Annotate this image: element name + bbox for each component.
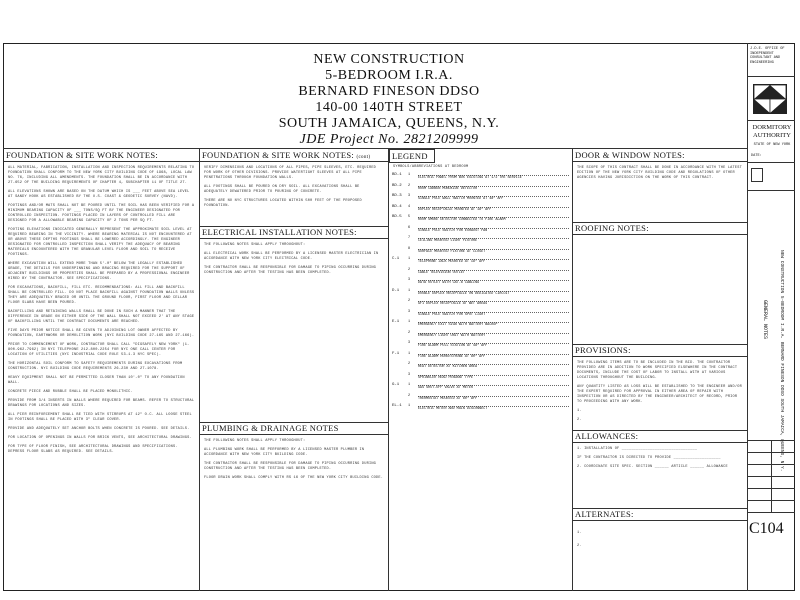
legend-number: 6 <box>408 225 411 230</box>
legend-number: 2 <box>408 362 411 366</box>
tb-rule-1 <box>747 76 795 77</box>
note: ALL MATERIAL, FABRICATION, INSTALLATION AND INSPECTION REQUIREMENTS RELATING TO FOUNDATION SHALL CONFORM TO THE NEW YORK CITY BUILDING CODE OF 1968, LOCAL LAW NO. 76, INCLUDING ALL AMENDMENTS. THE FOUNDATION SHALL BE IN ACCORDANCE WITH 27-652 OF THE BUILDING REQUIREMENTS OF CHAPTER 4, SUBCHAPTER 11 OF TITLE 27. <box>8 166 195 185</box>
legend-number: 3 <box>408 341 411 345</box>
title-line-5: SOUTH JAMAICA, QUEENS, N.Y. <box>278 116 500 131</box>
note: PROVIDE AND ADEQUATELY SET ANCHOR BOLTS WHEN CONCRETE IS POURED. SEE DETAILS. <box>8 427 190 431</box>
legend-number: 1 <box>408 404 411 408</box>
legend-symbol: E-1 <box>392 320 400 324</box>
list-item: 1. <box>577 409 582 413</box>
legend-row <box>392 289 569 297</box>
title-line-4: 140-00 140TH STREET <box>315 100 463 115</box>
legend-number: 1 <box>408 288 411 293</box>
legend-number: 1 <box>408 173 411 177</box>
roofing-section <box>573 222 747 342</box>
note: HEAVY EQUIPMENT SHALL NOT BE PERMITTED CLOSER THAN 10'-0" TO ANY FOUNDATION WALL. <box>8 376 185 385</box>
note: FOR EXCAVATIONS, BACKFILL, FILL ETC. RECOMMENDATIONS: ALL FILL AND BACKFILL SHALL BE CONTROLLED FILL. DO NOT PLACE BACKFILL AGAINST FOUNDATION WALLS UNLESS THEY ARE ADEQUATELY BRACED OR UNTIL THE GROUND FLOOR, FIRST FLOOR AND CELLAR FLOOR SLABS HAVE BEEN POURED. <box>8 286 195 305</box>
plumbing-heading: PLUMBING & DRAINAGE NOTES <box>200 422 388 435</box>
title-line-3: BERNARD FINESON DDSO <box>298 84 480 99</box>
legend-row <box>392 310 569 318</box>
legend-row <box>392 373 569 381</box>
note: FOOTINGS AND/OR MATS SHALL NOT BE POURED UNTIL THE SOIL HAS BEEN VERIFIED FOR A MINIMUM BEARING CAPACITY OF ___ TONS/SQ FT BY THE ENGINEER DESIGNATED FOR CONTROLLED INSPECTION. FOOTINGS PLACED IN LAYERS OF CONTROLLED FILL ARE DESIGNED FOR A ALLOWABLE BEARING CAPACITY OF 2 TONS PER SQ FT. <box>8 204 195 223</box>
tb-rule-11 <box>747 512 795 513</box>
note: ALL PIER REINFORCEMENT SHALL BE TIED WITH STIRRUPS AT 12" O.C. ALL LOOSE STEEL IN FOOTINGS SHALL BE PLACED WITH 3" CLEAR COVER. <box>8 413 192 422</box>
legend-row <box>392 184 569 192</box>
note: THE SCOPE OF THIS CONTRACT SHALL BE DONE IN ACCORDANCE WITH THE LATEST EDITION OF THE NEW YORK CITY BUILDING CODE AND REGULATIONS OF OTHER AGENCIES HAVING JURISDICTION ON THE WORK OF THIS CONTRACT. <box>577 166 742 180</box>
note: IF THE CONTRACTOR IS DIRECTED TO PROVIDE ____________________ <box>577 456 721 460</box>
firm-logo-icon <box>753 84 787 114</box>
legend-symbol: BD-1 <box>392 173 402 177</box>
note: 1. INSTALLATION OF ________________________________ <box>577 447 698 451</box>
legend-text: ROOM SMOKE DETECTOR CONNECTED TO FIRE ALARM <box>418 217 569 223</box>
note: THE HORIZONTAL SOIL CONFORM TO SAFETY REQUIREMENTS DURING EXCAVATIONS FROM CONSTRUCTION. NYC BUILDING CODE REQUIREMENTS 26-230 AND 27-1078. <box>8 362 183 371</box>
legend-row <box>392 404 569 412</box>
legend-number: 2 <box>408 299 411 303</box>
legend-text: TELEPHONE JACK MOUNTED AT 18" AFF <box>418 259 569 265</box>
legend-number: 7 <box>408 236 411 240</box>
note: ANY QUANTITY LISTED AS LOSS WILL BE ESTABLISHED TO THE ENGINEER AND/OR THE EXPERT REQUIRED FOR APPROVAL IN EITHER AREA OF REPAIR WITH INSPECTION OR AS DIRECTED BY THE ENGINEER/ARCHITECT OF RECORD, PRIOR TO PROCEEDING WITH ANY WORK. <box>577 385 742 404</box>
note: THERE ARE NO NYC STRUCTURES LOCATED WITHIN 500 FEET OF THE PROPOSED FOUNDATION. <box>204 199 362 208</box>
legend-symbol: BD-5 <box>392 215 402 219</box>
legend-text: DATA OUTLET WITH CAT-6 CABLING <box>418 280 569 286</box>
note: PROVIDE FROM 3/4 INSERTS IN WALLS WHERE REQUIRED FOR BEAMS. REFER TO STRUCTURAL DRAWINGS FOR LOCATIONS AND SIZES. <box>8 399 195 408</box>
legend-number: 3 <box>408 278 411 282</box>
project-title-block <box>255 52 523 148</box>
plumbing-notes-section <box>200 422 388 590</box>
drawing-list: NEW CONSTRUCTION 5-BEDROOM I.R.A. BERNARD FINESON DDSO SOUTH JAMAICA, QUEENS, N.Y. <box>779 250 784 472</box>
legend-heading: LEGEND <box>389 149 435 163</box>
legend-symbol: G-1 <box>392 383 400 387</box>
legend-row <box>392 247 569 255</box>
legend-text: SPRINKLER HEAD PENDANT TYPE <box>418 375 569 381</box>
legend-subtitle: SYMBOLS/ABBREVIATIONS AT BEDROOM <box>393 165 469 169</box>
firm-name: J.D.E. OFFICE OF INDEPENDENT CONSULTANT AND ENGINEERING <box>750 47 785 65</box>
legend-text: ROOM CARBON MONOXIDE DETECTOR <box>418 186 569 192</box>
door-window-heading: DOOR & WINDOW NOTES: <box>573 149 747 162</box>
tb-rule-2 <box>747 120 795 121</box>
note: WHERE EXCAVATION WILL EXTEND MORE THAN 5'-0" BELOW THE LEGALLY ESTABLISHED GRADE, THE DETAILS FOR UNDERPINNING AND BRACING REQUIRED FOR THE SUPPORT OF ADJACENT BUILDINGS OR PROPERTIES SHALL BE PREPARED BY A PROFESSIONAL ENGINEER HIRED BY THE CONTRACTOR. SEE SPECIFICATIONS. <box>8 262 190 281</box>
legend-row <box>392 278 569 286</box>
date-label: DATE: <box>751 154 762 158</box>
foundation-notes-column <box>4 149 199 589</box>
note: FLOOR DRAIN WORK SHALL COMPLY WITH RS 16 OF THE NEW YORK CITY BUILDING CODE. <box>204 476 384 480</box>
agency-state: STATE OF NEW YORK <box>753 143 791 147</box>
legend-number: 1 <box>408 320 411 324</box>
note: CONCRETE PIECE AND RUBBLE SHALL BE PLACED MONOLITHIC. <box>8 390 133 394</box>
tb-rule-3 <box>747 162 795 163</box>
stamp-box <box>751 168 763 182</box>
legend-row <box>392 383 569 391</box>
note: ALL ELECTRICAL WORK SHALL BE PERFORMED BY A LICENSED MASTER ELECTRICIAN IN ACCORDANCE WITH NEW YORK CITY ELECTRICAL CODE. <box>204 252 379 261</box>
note: FOR TYPE OF FLOOR FINISH, SEE ARCHITECTURAL DRAWINGS AND SPECIFICATIONS. DEPRESS FLOOR SLABS AS REQUIRED. SEE DETAILS. <box>8 445 178 454</box>
legend-row <box>392 236 569 244</box>
note: THE FOLLOWING NOTES SHALL APPLY THROUGHOUT: <box>204 439 306 443</box>
legend-text: SINGLE POLE SWITCH FOR SPOT LIGHT <box>418 312 569 318</box>
legend-text: THERMOSTAT MOUNTED AT 60" AFF <box>418 396 569 402</box>
legend-row <box>392 299 569 307</box>
legend-text: ELECTRIC METER AND MAIN DISCONNECT <box>418 406 569 412</box>
agency-name: DORMITORY AUTHORITY <box>752 124 792 139</box>
legend-text: DUPLEX RECEPTACLE MOUNTED AT 18" AFF <box>418 207 569 213</box>
note: FOOTING ELEVATIONS INDICATED GENERALLY REPRESENT THE APPROXIMATE SOIL LEVEL AT REQUIRED BEARING IN THE VICINITY. WHERE BEARING MATERIAL IS NOT ENCOUNTERED AT OR ABOVE THESE DEPTHS FOOTINGS SHALL BE LOWERED ACCORDINGLY. THE ENGINEER DESIGNATED FOR CONTROLLED INSPECTION SHALL VERIFY THE ADEQUACY OF BEARING MATERIALS ENCOUNTERED WITH THE GRANULAR LEVEL FLOOR AND SOIL TO RECEIVE FOOTINGS. <box>8 228 192 257</box>
foundation-heading: FOUNDATION & SITE WORK NOTES: <box>4 149 199 162</box>
note: THE CONTRACTOR SHALL BE RESPONSIBLE FOR DAMAGE TO PIPING OCCURRING DURING CONSTRUCTION AND AFTER THE TESTING HAS BEEN COMPLETED. <box>204 462 377 471</box>
note: ALL FOOTINGS SHALL BE POURED ON DRY SOIL. ALL EXCAVATIONS SHALL BE ADEQUATELY DEWATERED PRIOR TO POURING OF CONCRETE. <box>204 185 360 194</box>
sheet-title: GENERAL NOTES <box>762 300 768 340</box>
legend-row <box>392 205 569 213</box>
titleblock-divider <box>747 43 748 591</box>
legend-row <box>392 226 569 234</box>
legend-column <box>389 149 572 589</box>
legend-text: EMERGENCY EXIT SIGN WITH BATTERY BACKUP <box>418 322 569 328</box>
title-line-2: 5-BEDROOM I.R.A. <box>325 68 453 83</box>
note: PRIOR TO COMMENCEMENT OF WORK, CONTRACTOR SHALL CALL "DIGSAFELY NEW YORK" (1-800-962-7962) IN NYC TELEPHONE 212-800-2254 FOR NYC ONE CALL CENTER FOR LOCATION OF UTILITIES (NYC INDUSTRIAL CODE RULE 53-1.3 NYC SPEC). <box>8 343 190 357</box>
legend-number: 1 <box>408 351 411 356</box>
legend-number: 3 <box>408 372 411 377</box>
legend-number: 2 <box>408 267 411 272</box>
legend-row <box>392 352 569 360</box>
legend-row <box>392 394 569 402</box>
legend-symbol: BD-2 <box>392 183 402 188</box>
provisions-heading: PROVISIONS: <box>573 344 747 357</box>
legend-row <box>392 341 569 349</box>
sheet-number: C104 <box>749 520 784 537</box>
allowances-section <box>573 430 747 506</box>
legend-number: 5 <box>408 215 411 219</box>
legend-number: 2 <box>408 330 411 335</box>
legend-number: 2 <box>408 393 411 398</box>
legend-row <box>392 331 569 339</box>
legend-row <box>392 268 569 276</box>
note: ALL ELEVATIONS SHOWN ARE BASED ON THE DATUM WHICH IS ___ FEET ABOVE SEA LEVEL AT SANDY HOOK AS ESTABLISHED BY THE U.S. COAST & GEODETIC SURVEY (NAVD). <box>8 190 190 199</box>
note: THE CONTRACTOR SHALL BE RESPONSIBLE FOR DAMAGE TO PIPING OCCURRING DURING CONSTRUCTION AND AFTER THE TESTING HAS BEEN COMPLETED. <box>204 266 377 275</box>
note: FOR LOCATION OF OPENINGS IN WALLS FOR BRICK VENTS, SEE ARCHITECTURAL DRAWINGS. <box>8 436 192 440</box>
legend-text: SURFACE MOUNTED FIXTURE AT CLOSET <box>418 249 569 255</box>
legend-text: FIRE ALARM PULL STATION AT 48" AFF <box>418 343 569 349</box>
legend-text: ELECTRIC PANEL FROM BOX EXISTING AT 1/2 THE SERVICE <box>418 175 569 181</box>
legend-number: 3 <box>408 309 411 314</box>
alternates-heading: ALTERNATES: <box>573 508 747 521</box>
note: FIVE DAYS PRIOR NOTICE SHALL BE GIVEN TO ADJOINING LOT OWNER AFFECTED BY FOUNDATION, EARTHWORK OR DEMOLITION WORK (NYC BUILDING CODE 27-165 AND 27-166). <box>8 329 195 338</box>
note: BACKFILLING AND RETAINING WALLS SHALL BE DONE IN SUCH A MANNER THAT THE DIFFERENCE IN GRADE ON EITHER SIDE OF THE WALL SHALL NOT EXCEED 2' AT ANY STAGE OF BACKFILLING UNTIL THE CONTRACT DOCUMENTS ARE REACHED. <box>8 310 195 324</box>
list-item: 2. <box>577 418 582 422</box>
legend-text: FIRE ALARM HORN/STROBE AT 80" AFF <box>418 354 569 360</box>
note: THE FOLLOWING ITEMS ARE TO BE INCLUDED IN THE BID. THE CONTRACTOR PROVIDED ARE IN ADDITION TO WORK SPECIFIED ELSEWHERE IN THE CONTRACT DOCUMENTS, INCLUDE THE COST OF LABOR TO INSTALL WITH AT VARIOUS LOCATIONS THROUGHOUT THE BUILDING. <box>577 361 738 380</box>
legend-symbol: C-1 <box>392 257 400 261</box>
legend-symbol: BD-3 <box>392 194 402 198</box>
roofing-heading: ROOFING NOTES: <box>573 222 747 235</box>
legend-row <box>392 362 569 370</box>
legend-text: EMERGENCY LIGHT UNIT WITH BATTERY <box>418 333 569 339</box>
legend-number: 8 <box>408 246 411 251</box>
legend-symbol: F-1 <box>392 351 400 356</box>
allowances-heading: ALLOWANCES: <box>573 430 747 443</box>
legend-list <box>389 173 572 412</box>
tb-grid-vline <box>771 440 772 512</box>
legend-row <box>392 215 569 223</box>
legend-number: 4 <box>408 204 411 209</box>
note: VERIFY DIMENSIONS AND LOCATIONS OF ALL PIPES, PIPE SLEEVES, ETC. REQUIRED FOR WORK OF OTHER DIVISIONS. PROVIDE WATERTIGHT SLEEVES AT ALL PIPE PENETRATIONS THROUGH FOUNDATION WALLS. <box>204 166 377 180</box>
electrical-heading: ELECTRICAL INSTALLATION NOTES: <box>200 226 388 239</box>
legend-text: DOUBLE DUPLEX RECEPTACLE ON DEDICATED CIRCUIT <box>418 291 569 297</box>
legend-number: 2 <box>408 183 411 188</box>
note: ALL PLUMBING WORK SHALL BE PERFORMED BY A LICENSED MASTER PLUMBER IN ACCORDANCE WITH NEW YORK CITY BUILDING CODE. <box>204 448 365 457</box>
alternates-section <box>573 508 747 590</box>
legend-row <box>392 173 569 181</box>
note: 2. COORDINATE SITE SPEC. SECTION ______ ARTICLE ______ ALLOWANCE <box>577 465 728 469</box>
provisions-section <box>573 344 747 428</box>
tb-rule-4 <box>747 190 795 191</box>
legend-row <box>392 257 569 265</box>
firm-logo-graphic <box>754 85 786 113</box>
legend-number: 1 <box>408 383 411 387</box>
legend-number: 3 <box>408 194 411 198</box>
legend-text: CEILING MOUNTED LIGHT FIXTURE <box>418 238 569 244</box>
legend-symbol: D-1 <box>392 288 400 293</box>
legend-text: SINGLE POLE SWITCH FOR EXHAUST FAN <box>418 228 569 234</box>
note: THE FOLLOWING NOTES SHALL APPLY THROUGHOUT: <box>204 243 306 247</box>
title-line-1: NEW CONSTRUCTION <box>313 52 465 67</box>
list-item: 1. <box>577 531 582 535</box>
legend-text: GFI DUPLEX RECEPTACLE AT WET AREAS <box>418 301 569 307</box>
legend-number: 1 <box>408 257 411 261</box>
legend-text: HEAT DETECTOR AT KITCHEN AREA <box>418 364 569 370</box>
electrical-notes-section <box>200 226 388 416</box>
project-number: JDE Project No. 2821209999 <box>299 132 479 147</box>
legend-text: SINGLE POLE WALL SWITCH MOUNTED AT 48" AFF <box>418 196 569 202</box>
legend-symbol: EL-1 <box>392 404 402 408</box>
legend-row <box>392 194 569 202</box>
legend-symbol: BD-4 <box>392 204 402 209</box>
legend-text: CABLE TELEVISION OUTLET <box>418 270 569 276</box>
foundation-cont-heading: FOUNDATION & SITE WORK NOTES: (cont) <box>200 149 388 162</box>
door-window-section <box>573 149 747 219</box>
legend-text: GAS SHUT-OFF VALVE AT METER <box>418 385 569 391</box>
legend-row <box>392 320 569 328</box>
list-item: 2. <box>577 544 582 548</box>
